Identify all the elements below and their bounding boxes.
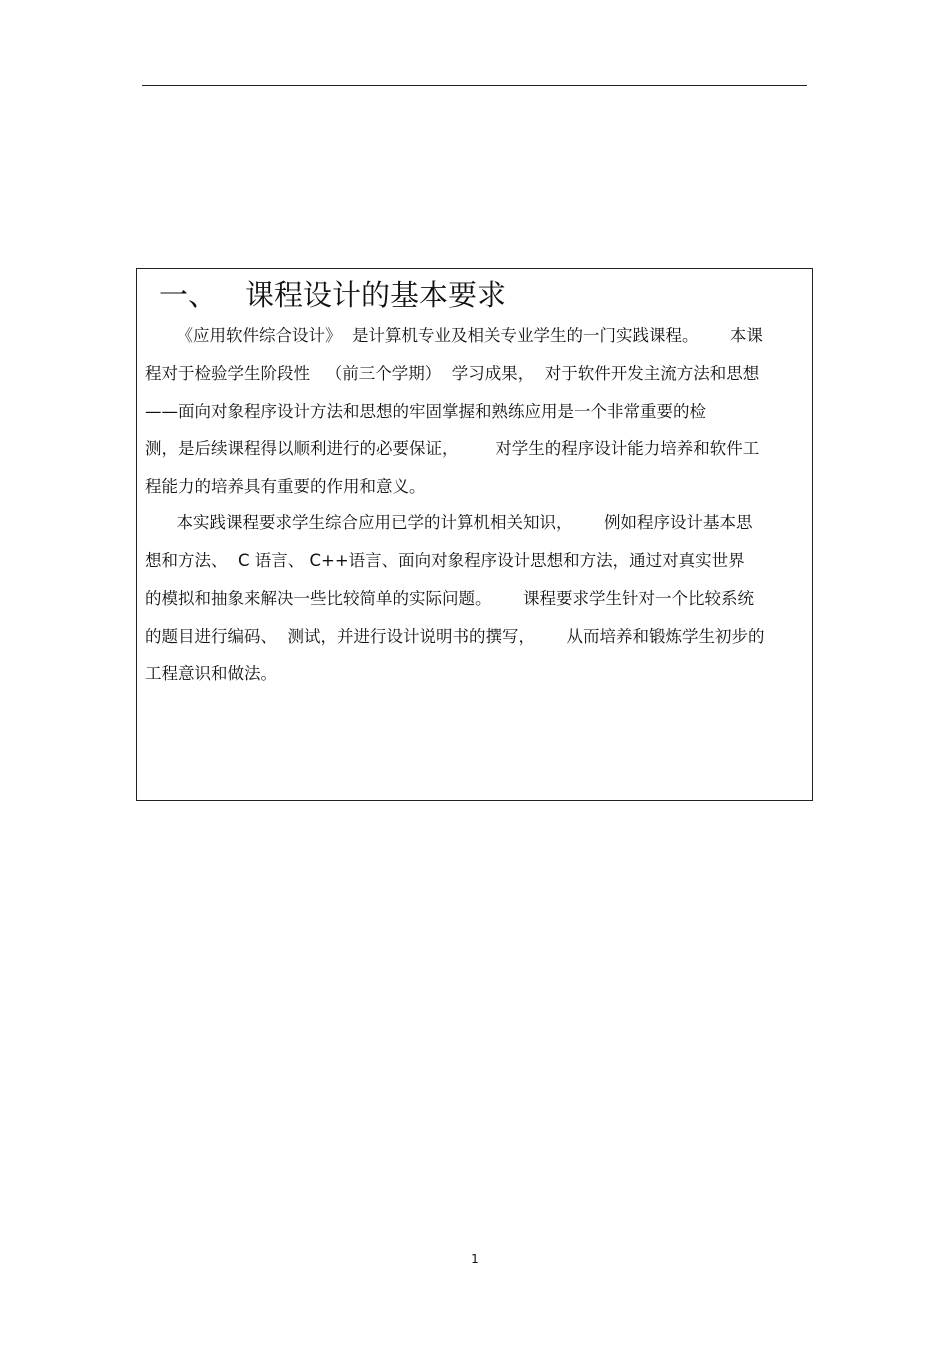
section-number: 一、 — [159, 278, 218, 312]
page-number: 1 — [471, 1252, 479, 1266]
content-box — [136, 268, 813, 801]
section-title: 课程设计的基本要求 — [245, 278, 507, 312]
body-line: 《应用软件综合设计》 是计算机专业及相关专业学生的一门实践课程。 本课 — [145, 326, 763, 345]
body-line: 程对于检验学生阶段性 （前三个学期） 学习成果， 对于软件开发主流方法和思想 — [145, 364, 760, 383]
body-line: ——面向对象程序设计方法和思想的牢固掌握和熟练应用是一个非常重要的检 — [145, 402, 706, 421]
body-line: 程能力的培养具有重要的作用和意义。 — [145, 477, 426, 496]
body-line: 想和方法、 C 语言、 C++语言、面向对象程序设计思想和方法，通过对真实世界 — [145, 551, 745, 570]
header-rule — [142, 85, 807, 86]
body-line: 本实践课程要求学生综合应用已学的计算机相关知识， 例如程序设计基本思 — [145, 513, 753, 532]
section-heading — [159, 277, 506, 313]
body-line: 测，是后续课程得以顺利进行的必要保证， 对学生的程序设计能力培养和软件工 — [145, 439, 760, 458]
body-line: 的模拟和抽象来解决一些比较简单的实际问题。 课程要求学生针对一个比较系统 — [145, 589, 754, 608]
body-line: 工程意识和做法。 — [145, 664, 277, 683]
body-line: 的题目进行编码、 测试，并进行设计说明书的撰写， 从而培养和锻炼学生初步的 — [145, 627, 765, 646]
